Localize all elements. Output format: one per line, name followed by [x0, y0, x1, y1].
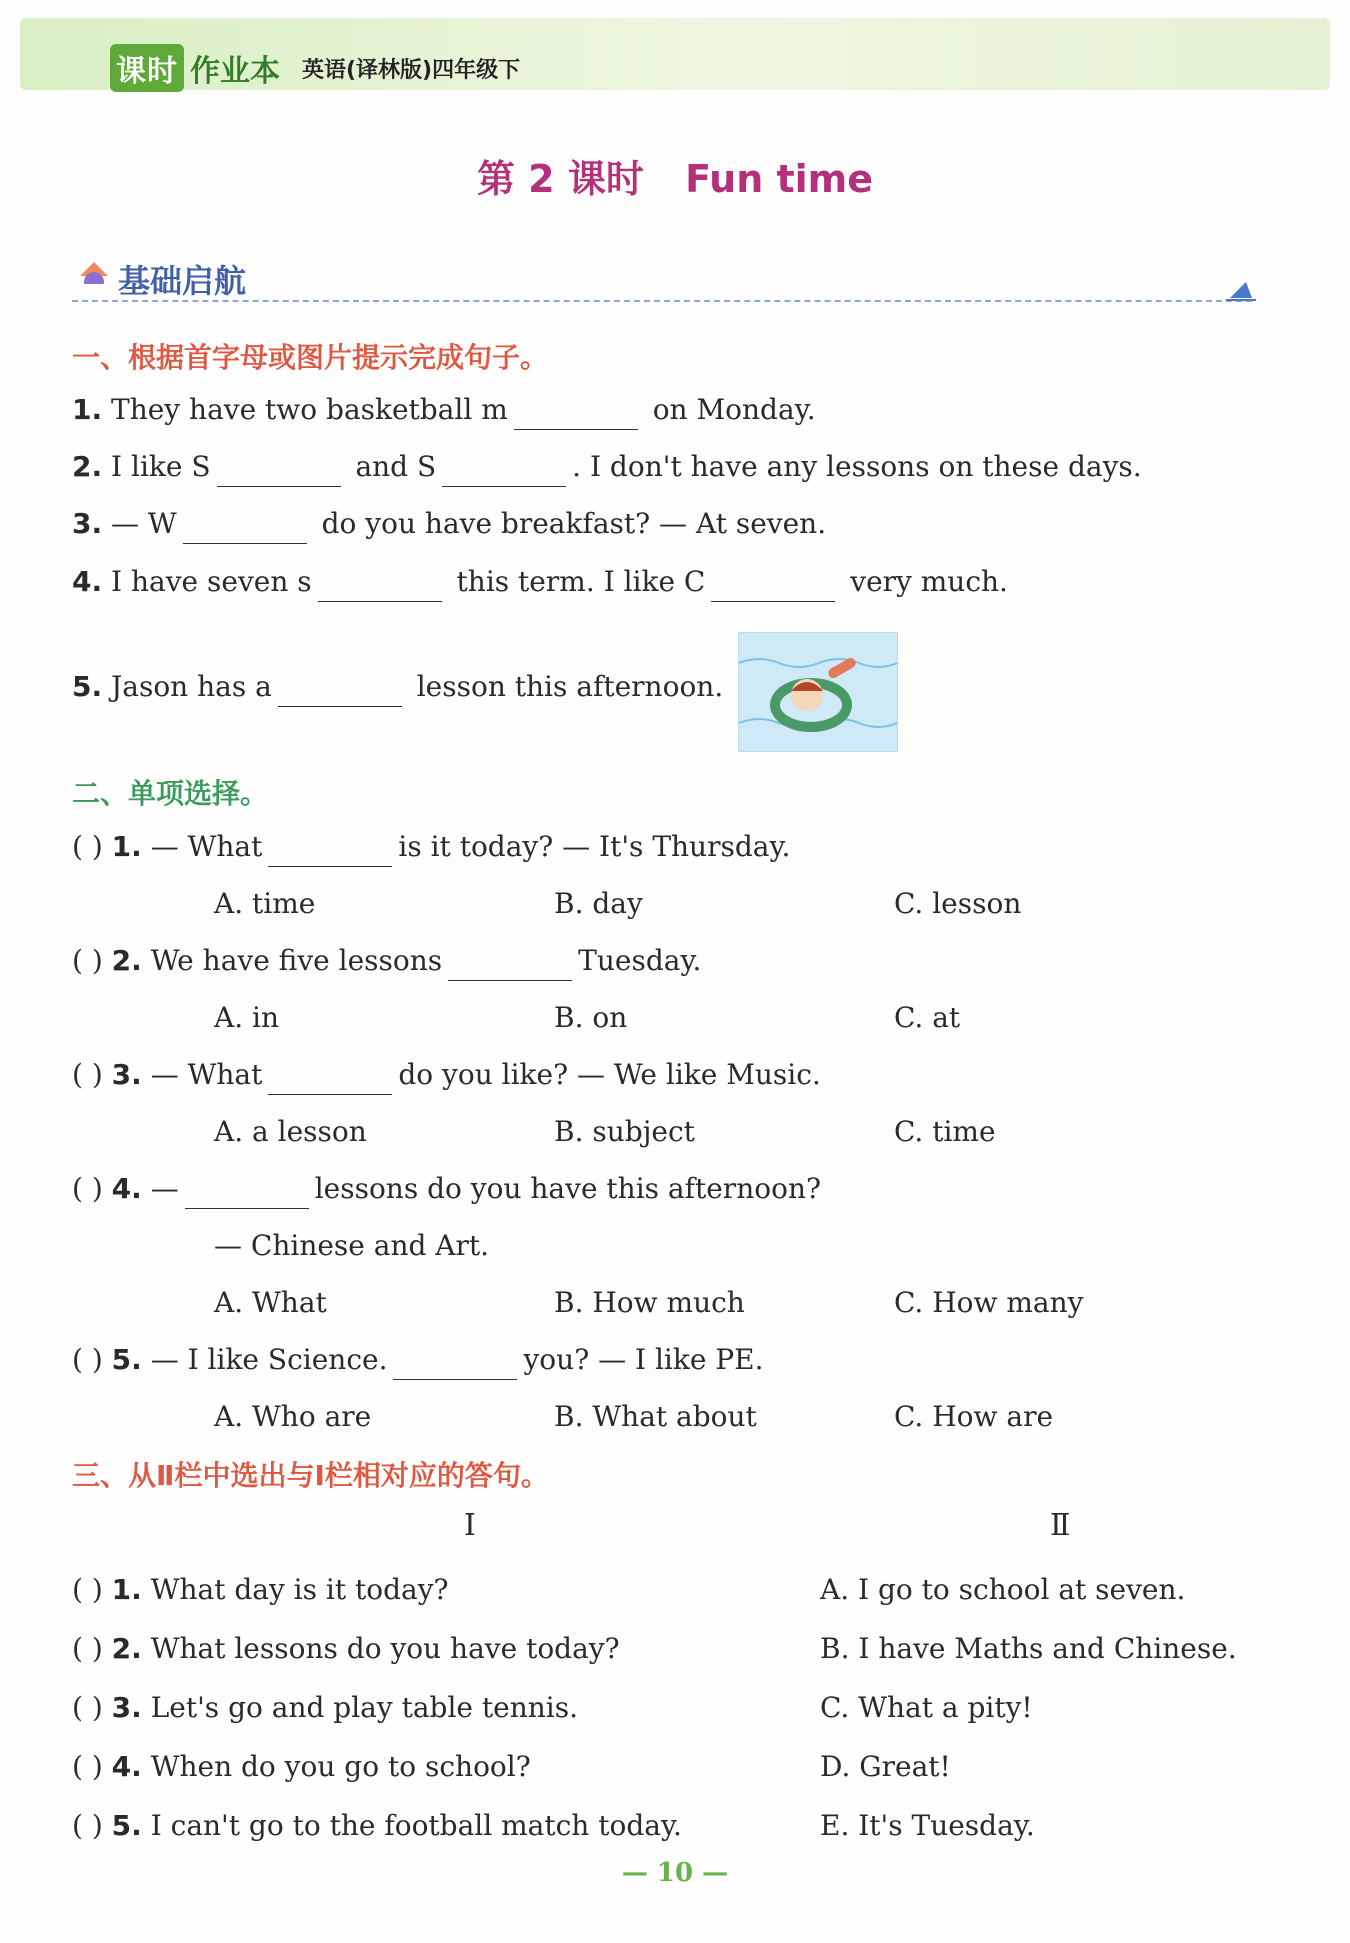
section-header	[72, 254, 1252, 302]
answer-blank[interactable]	[183, 515, 307, 544]
match-row-2: ( ) 2. What lessons do you have today?	[72, 1632, 620, 1665]
answer-paren[interactable]: ( )	[72, 1750, 103, 1783]
option-a: A. time	[214, 887, 316, 920]
match-answer-b: B. I have Maths and Chinese.	[820, 1632, 1237, 1665]
part1-item-5: 5. Jason has a lesson this afternoon.	[72, 667, 723, 707]
answer-blank[interactable]	[217, 458, 341, 487]
answer-blank[interactable]	[278, 678, 402, 707]
answer-blank[interactable]	[318, 573, 442, 602]
option-a: A. What	[214, 1286, 327, 1319]
option-c: C. time	[894, 1115, 996, 1148]
answer-paren[interactable]: ( )	[72, 1172, 103, 1205]
answer-blank[interactable]	[448, 952, 572, 981]
option-b: B. subject	[554, 1115, 695, 1148]
match-answer-a: A. I go to school at seven.	[820, 1573, 1186, 1606]
sail-icon	[1226, 278, 1256, 302]
option-c: C. How are	[894, 1400, 1054, 1433]
choice-question-3: ( ) 3. — What do you like? — We like Music.	[72, 1055, 821, 1095]
answer-paren[interactable]: ( )	[72, 1343, 103, 1376]
question-4-answer-line: — Chinese and Art.	[214, 1229, 490, 1262]
option-b: B. What about	[554, 1400, 757, 1433]
answer-blank[interactable]	[268, 1066, 392, 1095]
option-c: C. lesson	[894, 887, 1022, 920]
brand-title: 作业本	[190, 54, 280, 89]
column-2-header: Ⅱ	[1050, 1508, 1071, 1543]
answer-blank[interactable]	[393, 1351, 517, 1380]
section-label: 基础启航	[118, 262, 247, 300]
choice-question-2: ( ) 2. We have five lessons Tuesday.	[72, 941, 701, 981]
sunrise-icon	[76, 258, 112, 294]
choice-question-5: ( ) 5. — I like Science. you? — I like PE.	[72, 1340, 764, 1380]
match-answer-d: D. Great!	[820, 1750, 951, 1783]
match-row-1: ( ) 1. What day is it today?	[72, 1573, 449, 1606]
part1-item-1: 1. They have two basketball m on Monday.	[72, 390, 816, 430]
option-c: C. at	[894, 1001, 961, 1034]
part2-heading: 二、单项选择。	[72, 777, 269, 810]
answer-paren[interactable]: ( )	[72, 1809, 103, 1842]
answer-paren[interactable]: ( )	[72, 830, 103, 863]
match-row-4: ( ) 4. When do you go to school?	[72, 1750, 531, 1783]
answer-blank[interactable]	[268, 838, 392, 867]
answer-blank[interactable]	[442, 458, 566, 487]
option-a: A. a lesson	[214, 1115, 367, 1148]
answer-paren[interactable]: ( )	[72, 1632, 103, 1665]
part1-heading: 一、根据首字母或图片提示完成句子。	[72, 341, 549, 374]
answer-paren[interactable]: ( )	[72, 1573, 103, 1606]
answer-paren[interactable]: ( )	[72, 944, 103, 977]
subject-label: 英语(译林版)四年级下	[302, 57, 521, 83]
option-a: A. in	[214, 1001, 280, 1034]
part1-item-4: 4. I have seven s this term. I like C very much.	[72, 562, 1008, 602]
header-brand	[110, 44, 520, 92]
page-number: — 10 —	[621, 1858, 729, 1888]
part1-item-3: 3. — W do you have breakfast? — At seven.	[72, 504, 826, 544]
choice-question-1: ( ) 1. — What is it today? — It's Thursday.	[72, 827, 790, 867]
option-b: B. day	[554, 887, 643, 920]
lesson-name: Fun time	[685, 157, 874, 201]
brand-logo: 课时	[110, 44, 184, 92]
answer-blank[interactable]	[711, 573, 835, 602]
swimming-picture	[738, 632, 898, 752]
answer-paren[interactable]: ( )	[72, 1691, 103, 1724]
option-b: B. How much	[554, 1286, 745, 1319]
part1-item-2: 2. I like S and S . I don't have any lessons on these days.	[72, 447, 1142, 487]
choice-question-4: ( ) 4. — lessons do you have this afternoon?	[72, 1169, 821, 1209]
match-row-5: ( ) 5. I can't go to the football match today.	[72, 1809, 682, 1842]
part3-heading: 三、从Ⅱ栏中选出与Ⅰ栏相对应的答句。	[72, 1459, 549, 1492]
column-1-header: Ⅰ	[464, 1508, 476, 1543]
answer-blank[interactable]	[185, 1180, 309, 1209]
option-a: A. Who are	[214, 1400, 372, 1433]
match-answer-e: E. It's Tuesday.	[820, 1809, 1035, 1842]
match-row-3: ( ) 3. Let's go and play table tennis.	[72, 1691, 579, 1724]
lesson-number: 第 2 课时	[476, 157, 644, 201]
page-title	[0, 148, 1350, 203]
answer-blank[interactable]	[514, 401, 638, 430]
option-b: B. on	[554, 1001, 628, 1034]
match-answer-c: C. What a pity!	[820, 1691, 1033, 1724]
answer-paren[interactable]: ( )	[72, 1058, 103, 1091]
option-c: C. How many	[894, 1286, 1084, 1319]
